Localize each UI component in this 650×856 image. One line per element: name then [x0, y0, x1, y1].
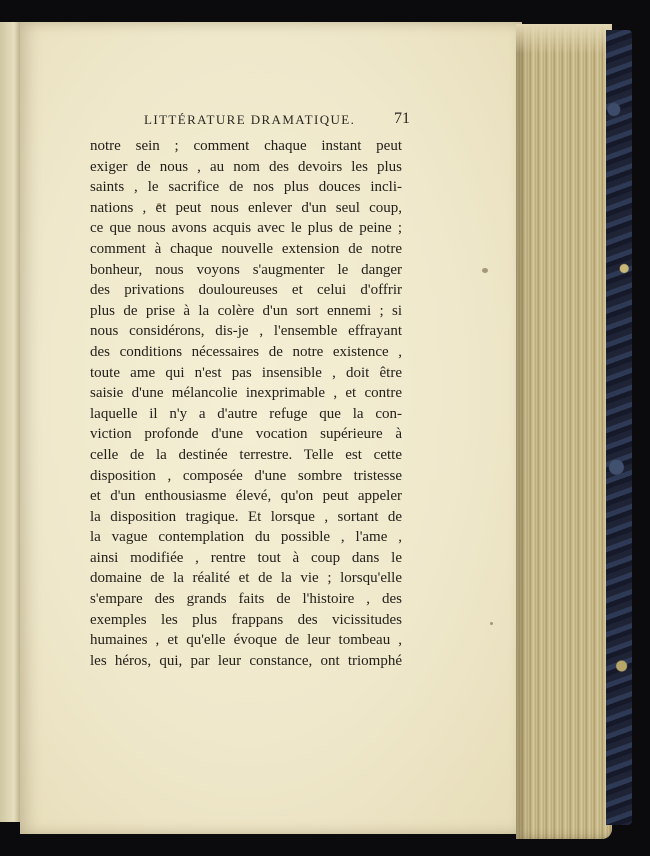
text-line: exemples les plus frappans des vicissitudes — [90, 611, 402, 628]
facing-page-edge — [0, 22, 21, 822]
paper-speck — [490, 622, 493, 625]
text-line: domaine de la réalité et de la vie ; lorsqu'elle — [90, 570, 402, 587]
text-line: notre sein ; comment chaque instant peut — [90, 138, 402, 154]
text-line: s'empare des grands faits de l'histoire , des — [90, 591, 402, 608]
running-title: LITTÉRATURE DRAMATIQUE. — [144, 112, 356, 127]
text-line: saisie d'une mélancolie inexprimable , et contre — [90, 385, 402, 402]
text-line: ce que nous avons acquis avec le plus de peine ; — [90, 220, 402, 237]
text-line: disposition , composée d'une sombre tristesse — [90, 467, 402, 484]
text-line: des conditions nécessaires de notre existence , — [90, 343, 402, 360]
marbled-cover — [606, 30, 632, 825]
text-line: laquelle il n'y a d'autre refuge que la con- — [90, 405, 402, 422]
page-block-edges — [516, 24, 612, 839]
page-number: 71 — [394, 110, 410, 127]
text-line: toute ame qui n'est pas insensible , doit être — [90, 364, 402, 381]
text-line: nations , et peut nous enlever d'un seul coup, — [90, 199, 402, 216]
text-line: humaines , et qu'elle évoque de leur tombeau , — [90, 632, 402, 649]
paper-speck — [482, 268, 488, 273]
text-line: comment à chaque nouvelle extension de notre — [90, 240, 402, 257]
text-line: ainsi modifiée , rentre tout à coup dans le — [90, 549, 402, 566]
text-line: les héros, qui, par leur constance, ont triomphé — [90, 652, 402, 669]
text-line: viction profonde d'une vocation supérieure à — [90, 426, 402, 443]
text-line: bonheur, nous voyons s'augmenter le danger — [90, 261, 402, 278]
body-text — [90, 136, 402, 671]
text-line: la disposition tragique. Et lorsque , sortant de — [90, 508, 402, 525]
text-line: plus de prise à la colère d'un sort ennemi ; si — [90, 302, 402, 319]
text-line: celle de la destinée terrestre. Telle est cette — [90, 446, 402, 463]
text-line: la vague contemplation du possible , l'ame , — [90, 529, 402, 546]
text-line: nous considérons, dis-je , l'ensemble effrayant — [90, 323, 402, 340]
text-line: exiger de nous , au nom des devoirs les plus — [90, 158, 402, 175]
text-line: et d'un enthousiasme élevé, qu'on peut appeler — [90, 488, 402, 505]
text-line: saints , le sacrifice de nos plus douces incli- — [90, 179, 402, 196]
text-line: des privations douloureuses et celui d'offrir — [90, 282, 402, 299]
